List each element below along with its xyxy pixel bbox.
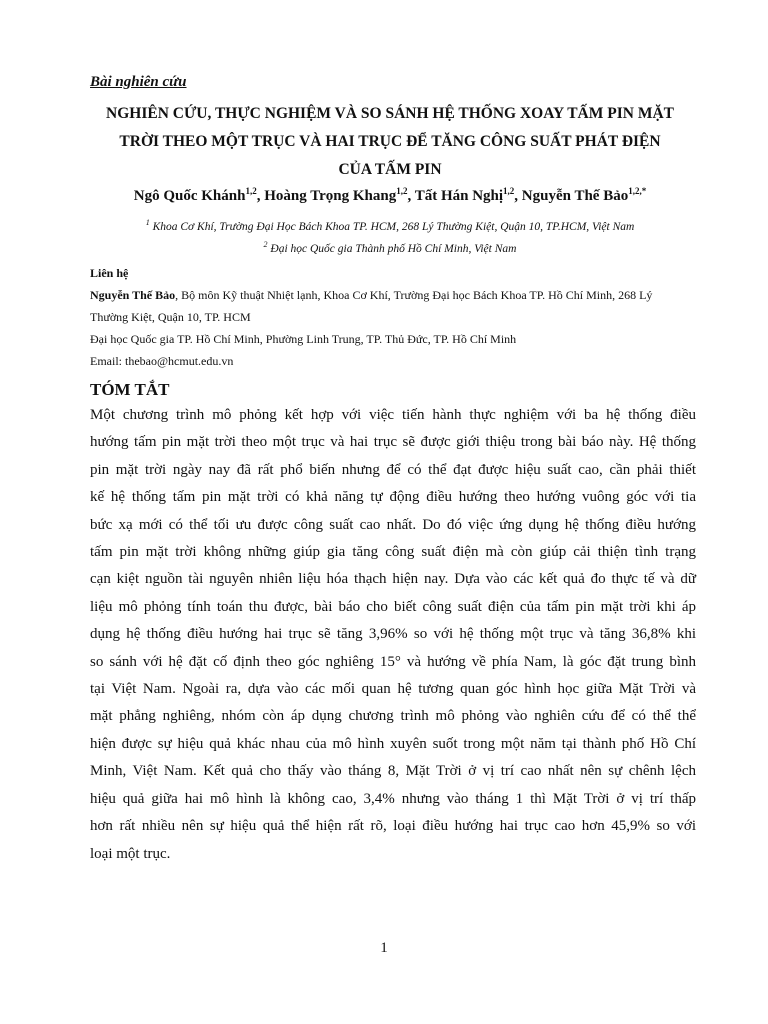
author-name: Ngô Quốc Khánh [133, 188, 246, 204]
author-separator: , [256, 188, 265, 204]
abstract-line: cạn kiệt nguồn tài nguyên nhiên liệu hóa thạch hiện nay. Dựa vào các kết quả đo thực tế và dữ [90, 571, 696, 588]
title-line: CỦA TẤM PIN [338, 161, 442, 178]
author-separator: , [407, 188, 415, 204]
abstract-line: hiệu quả giữa hai mô hình là không cao, 3,4% nhưng vào tháng 1 thì Mặt Trời ở vị trí thấp [90, 790, 696, 807]
abstract-line: kế hệ thống tấm pin mặt trời có khả năng tự động điều hướng theo hướng vuông góc với tia [90, 489, 696, 506]
author-name: Nguyễn Thế Bảo [521, 188, 629, 204]
author-affiliation-mark: 1,2,* [628, 186, 647, 196]
affiliation-2 [60, 240, 720, 255]
affiliation-mark: 2 [263, 240, 268, 249]
abstract-line: so sánh với hệ đặt cố định theo góc nghiêng 15° và hướng về phía Nam, là góc đặt trung bình [90, 653, 696, 670]
abstract-line: mặt phẳng nghiêng, nhóm còn áp dụng chương trình mô phỏng vào nghiên cứu để có thể thể [90, 708, 696, 725]
abstract-line: dụng hệ thống điều hướng hai trục sẽ tăng 3,96% so với hệ thống một trục và tăng 36,8% khi [90, 626, 696, 643]
abstract-line: loại một trục. [90, 845, 171, 862]
abstract-line: hiện được sự hiệu quả khác nhau của mô hình xuyên suốt trong một năm tại thành phố Hồ Chí [90, 735, 696, 752]
abstract-line: liệu mô phỏng tính toán thu được, bài báo cho biết công suất điện của tấm pin mặt trời khi áp [90, 598, 696, 615]
affiliation-mark: 1 [145, 218, 150, 227]
section-label: Bài nghiên cứu [90, 74, 187, 90]
author-affiliation-mark: 1,2 [245, 186, 257, 196]
abstract-line: bức xạ mới có thể tối ưu được công suất cao nhất. Do đó việc ứng dụng hệ thống điều hướng [90, 516, 696, 533]
abstract-line: Một chương trình mô phỏng kết hợp với việc tiến hành thực nghiệm với ba hệ thống điều [90, 407, 696, 423]
contact-institution: Đại học Quốc gia TP. Hồ Chí Minh, Phường Linh Trung, TP. Thủ Đức, TP. Hồ Chí Minh [90, 332, 517, 346]
page-number: 1 [380, 940, 388, 956]
contact-heading: Liên hệ [90, 266, 129, 280]
contact-block [90, 262, 690, 372]
author-list [60, 186, 720, 205]
contact-person-name: Nguyễn Thế Bảo [90, 288, 176, 302]
paper-title [60, 100, 720, 184]
abstract-line: tại Việt Nam. Ngoài ra, dựa vào các mối quan hệ tương quan góc hình học giữa Mặt Trời và [90, 681, 696, 698]
abstract-line: tấm pin mặt trời không những giúp gia tăng công suất điện mà còn giúp cải thiện tình trạng [90, 544, 696, 561]
title-line: TRỜI THEO MỘT TRỤC VÀ HAI TRỤC ĐỂ TĂNG CÔNG SUẤT PHÁT ĐIỆN [119, 133, 661, 150]
contact-person [90, 284, 690, 306]
author-affiliation-mark: 1,2 [503, 186, 515, 196]
author-separator: , [514, 188, 522, 204]
abstract-line: pin mặt trời ngày nay đã rất phổ biến nhưng để có thể đạt được hiệu suất cao, cần phải thiết [90, 461, 696, 478]
author-name: Hoàng Trọng Khang [264, 188, 397, 204]
abstract-heading: TÓM TẮT [90, 380, 170, 399]
affiliation-1 [60, 218, 720, 233]
abstract-body [90, 402, 696, 868]
author-name: Tất Hán Nghị [414, 188, 504, 204]
affiliation-text: Khoa Cơ Khí, Trường Đại Học Bách Khoa TP. HCM, 268 Lý Thường Kiệt, Quận 10, TP.HCM, Việt Nam [149, 220, 635, 233]
abstract-line: hơn rất nhiều nên sự hiệu quả thể hiện rất rõ, loại điều hướng hai trục cao hơn 45,9% so với [90, 818, 696, 835]
contact-person-detail: , Bộ môn Kỹ thuật Nhiệt lạnh, Khoa Cơ Khí, Trường Đại học Bách Khoa TP. Hồ Chí Minh, 268 Lý [175, 288, 653, 302]
contact-address: Thường Kiệt, Quận 10, TP. HCM [90, 310, 251, 324]
contact-email: Email: thebao@hcmut.edu.vn [90, 354, 234, 368]
author-affiliation-mark: 1,2 [396, 186, 408, 196]
title-line: NGHIÊN CỨU, THỰC NGHIỆM VÀ SO SÁNH HỆ THỐNG XOAY TẤM PIN MẶT [106, 105, 674, 122]
affiliation-text: Đại học Quốc gia Thành phố Hồ Chí Minh, Việt Nam [267, 242, 517, 255]
abstract-line: hướng tấm pin mặt trời theo một trục và hai trục sẽ được giới thiệu trong bài báo này. Hệ thống [90, 434, 696, 451]
abstract-line: Minh, Việt Nam. Kết quả cho thấy vào tháng 8, Mặt Trời ở vị trí cao nhất nên sự chênh lệch [90, 763, 696, 780]
